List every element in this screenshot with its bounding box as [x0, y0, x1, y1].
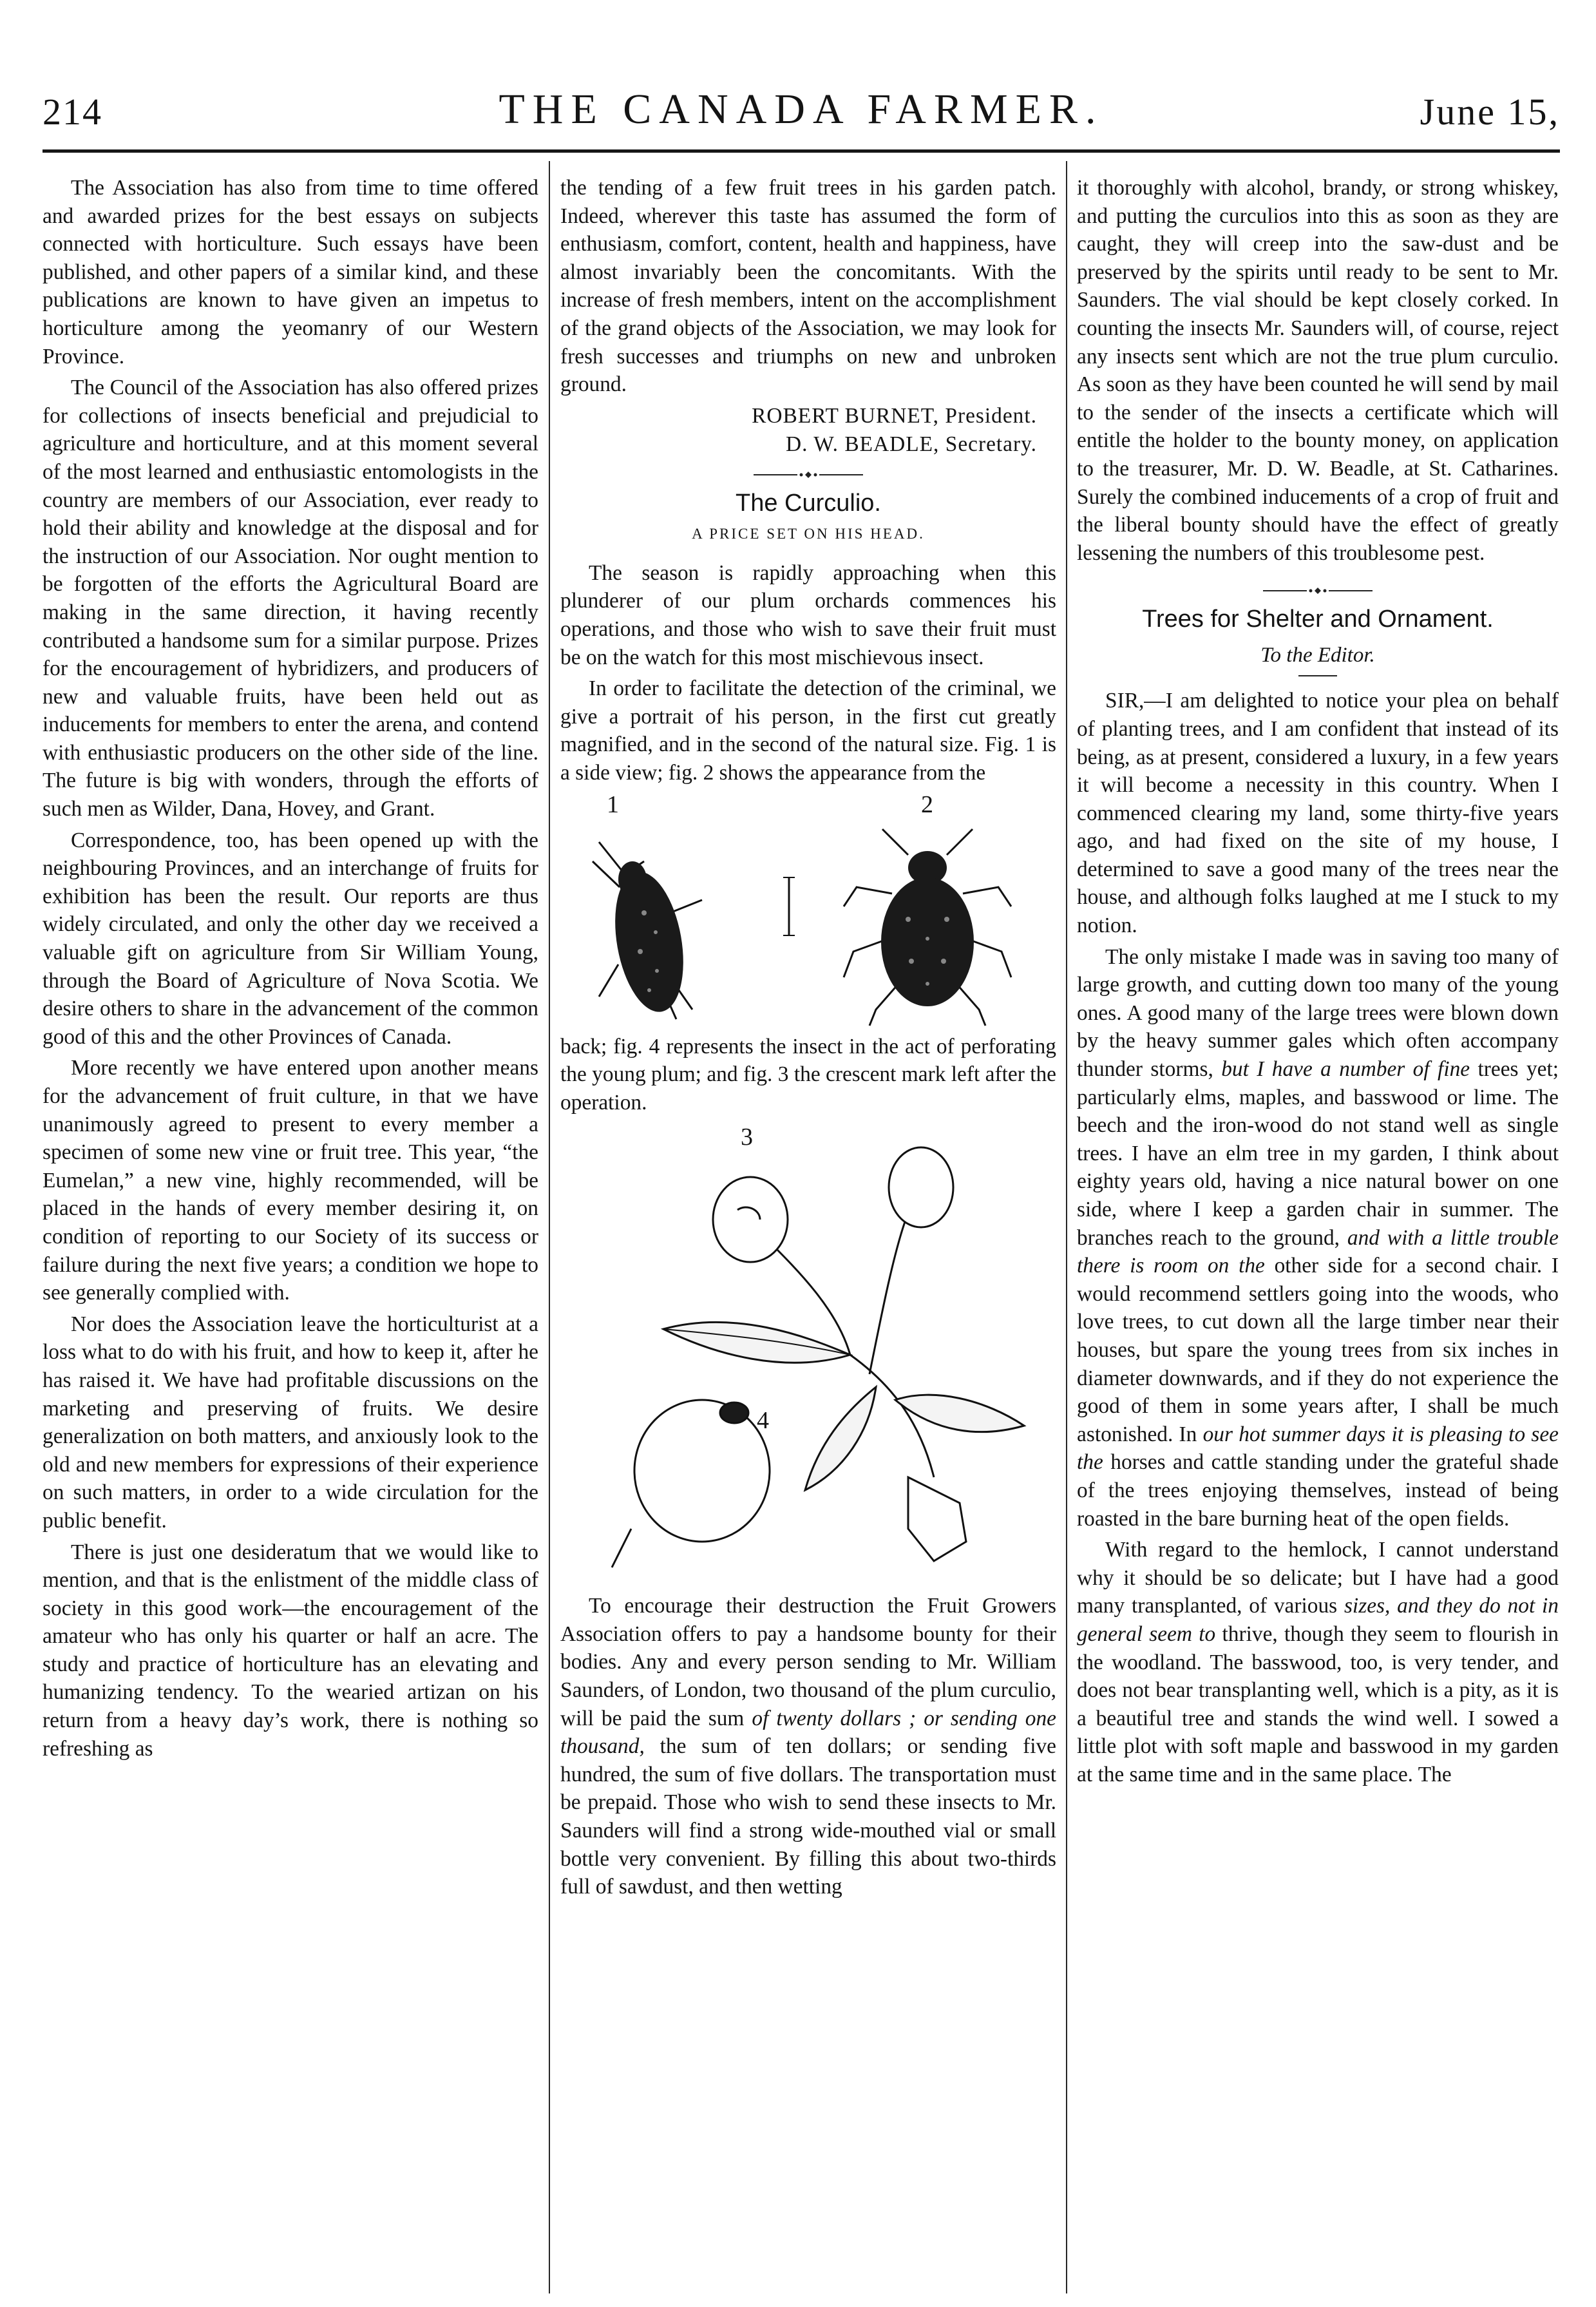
column-2 [560, 174, 1056, 2300]
paragraph: Correspondence, too, has been opened up with the neighbouring Provinces, and an interchange of fruits for exhibition has been the result. Our reports are thus widely circulated, and only the other day we received a valuable gift on agriculture from Sir William Young, through the Board of Agriculture of Nova Scotia. We desire others to share in the advancement of the common good of this and the other Provinces of Canada. [43, 828, 538, 1049]
text-run: With regard to the hemlock, I cannot understand why it should be so delicate; but I have had a good many transplanted, of various [1077, 1538, 1559, 1618]
to-the-editor: To the Editor. [1260, 644, 1375, 667]
paragraph: it thoroughly with alcohol, brandy, or strong whiskey, and putting the curculios into this as soon as they are caught, they will creep into the saw-dust and be preserved by the spirits until ready to be sent to Mr. Saunders. The vial should be kept closely corked. In counting the insects Mr. Saunders will, of course, reject any insects sent which are not the true plum curculio. As soon as they have been counted he will send by mail to the sender of the insects a certificate which will entitle the holder to the bounty money, on application to the treasurer, Mr. D. W. Beadle, at St. Catharines. Surely the combined inducements of a crop of fruit and the liberal bounty should have the effect of greatly lessening the numbers of this troublesome pest. [1077, 176, 1559, 565]
header-rule [43, 149, 1560, 153]
text-run: other side for a second chair. I would recommend settlers going into the woods, who love trees, to cut down all the large timber near their houses, but spare the young trees from six inches in diameter downwards, and if they do not experience the good of them in some years after, I shall be much astonished. In [1077, 1254, 1559, 1446]
paragraph: More recently we have entered upon another means for the advancement of fruit culture, in that we have unanimously agreed to present to every member a specimen of some new vine or fruit tree. This year, “the Eumelan,” a new vine, highly recommended, will be placed in the hands of every member desiring it, on condition of reporting to our Society of its success or failure during the next five years; a condition we hope to see generally complied with. [43, 1056, 538, 1305]
paragraph: The Council of the Association has also offered prizes for collections of insects beneficial and prejudicial to agriculture and horticulture, and at this moment several of the most learned and enthusiastic entomologists in the country are members of our Association, ever ready to hold their ability and knowledge at the disposal and for the instruction of our Association. Nor ought mention to be forgotten of the efforts the Agricultural Board are making in the same direction, it having recently contributed a handsome sum for a similar purpose. Prizes for the encouragement of hybridizers, and producers of new and valuable fruits, have been held out as inducements for members to enter the arena, and contend with enthusiastic producers on the other side of the line. The future is big with wonders, through the efforts of such men as Wilder, Dana, Hovey, and Grant. [43, 376, 538, 821]
column-rule [549, 161, 550, 2293]
natural-size-marker [779, 874, 799, 939]
ornamental-divider [1077, 586, 1559, 594]
curculio-figures-1-2 [560, 790, 1056, 1029]
page-number: 214 [43, 91, 102, 133]
article-heading: The Curculio. [736, 489, 881, 517]
figure-label: 1 [607, 790, 619, 818]
column-rule [1066, 161, 1067, 2293]
italic-run: but I have a number of fine [1221, 1057, 1470, 1082]
figure-label: 4 [757, 1407, 769, 1435]
newspaper-title: THE CANADA FARMER. [499, 86, 1104, 133]
paragraph: SIR,—I am delighted to notice your plea on behalf of planting trees, and I am confident that instead of its being, as at present, considered a luxury, in a few years it will become a necessity in this country. When I commenced clearing my land, some thirty-five years ago, and had fixed on the site of my house, I determined to save a good many of the trees near the house, and although folks laughed at me I stuck to my notion. [1077, 689, 1559, 938]
italic-run: and with a little trouble there is room on the [1077, 1225, 1559, 1278]
divider [1298, 675, 1337, 676]
paragraph: the tending of a few fruit trees in his garden patch. Indeed, wherever this taste has assumed the form of enthusiasm, comfort, content, health and happiness, have almost invariably been the concomitants. With the increase of fresh members, intent on the accomplishment of the grand objects of the Association, we may look for fresh successes and triumphs on new and unbroken ground. [560, 176, 1056, 397]
plum-branch-illustration [573, 1142, 1050, 1587]
paragraph: The Association has also from time to time offered and awarded prizes for the best essays on subjects connected with horticulture. Such essays have been published, and other papers of a similar kind, and these publications are known to have given an impetus to horticulture among the yeomanry of our Western Province. [43, 176, 538, 369]
ornamental-divider [560, 470, 1056, 478]
curculio-side-view-illustration [573, 816, 715, 1029]
signature-secretary: D. W. BEADLE, Secretary. [786, 432, 1037, 456]
article-subheading: A PRICE SET ON HIS HEAD. [692, 525, 925, 542]
curculio-back-view-illustration [831, 816, 1024, 1029]
paragraph [1077, 943, 1559, 1533]
paragraph: There is just one desideratum that we would like to mention, and that is the enlistment of the middle class of society in this good work—the encouragement of the amateur who has only his quarter or half an acre. The study and practice of horticulture has an elevating and humanizing tendency. To the wearied artizan on his return from a heavy day’s work, there is nothing so refreshing as [43, 1540, 538, 1761]
signature-president: ROBERT BURNET, President. [752, 403, 1037, 428]
italic-run: of twenty dollars ; or sending one thousand, [560, 1706, 1056, 1759]
plum-figures-3-4 [560, 1123, 1056, 1587]
text-run: horses and cattle standing under the grateful shade of the trees enjoying themselves, instead of being roasted in the bare burning heat of the open fields. [1077, 1450, 1559, 1531]
italic-run: sizes, and they do not in general seem to [1077, 1594, 1559, 1646]
paragraph [560, 1592, 1056, 1901]
text-run: The only mistake I made was in saving too many of large growth, and cutting down too many of the young ones. A good many of the large trees were blown down by the heavy summer gales which often accompany thunder storms, [1077, 944, 1559, 1082]
masthead [43, 79, 1560, 143]
figure-label: 3 [741, 1124, 753, 1151]
text-run: the sum of ten dollars; or sending five hundred, the sum of five dollars. The transportation must be prepaid. Those who wish to send these insects to Mr. Saunders will find a strong wide-mouthed vial or small bottle very convenient. By filling this about two-thirds full of sawdust, and then wetting [560, 1734, 1056, 1899]
column-3 [1077, 174, 1559, 2300]
paragraph: Nor does the Association leave the horticulturist at a loss what to do with his fruit, and how to keep it, after he has raised it. We have had profitable discussions on the marketing and preserving of fruits. We desire generalization on both matters, and anxiously look to the old and new members for expressions of their experience on such matters, in order to a wide circulation for the public benefit. [43, 1312, 538, 1533]
article-heading: Trees for Shelter and Ornament. [1142, 606, 1494, 633]
paragraph: In order to facilitate the detection of the criminal, we give a portrait of his person, in the first cut greatly magnified, and in the second of the natural size. Fig. 1 is a side view; fig. 2 shows the appearance from the [560, 676, 1056, 785]
text-run: To encourage their destruction the Fruit Growers Association offers to pay a handsome bounty for their bodies. Any and every person sending to Mr. William Saunders, of London, two thousand of the plum curculio, will be paid the sum [560, 1594, 1056, 1730]
figure-label: 2 [921, 790, 933, 818]
paragraph [1077, 1536, 1559, 1788]
italic-run: our hot summer days it is pleasing to see the [1077, 1422, 1559, 1475]
paragraph: back; fig. 4 represents the insect in the act of perforating the young plum; and fig. 3 the crescent mark left after the operation. [560, 1034, 1056, 1115]
paragraph: The season is rapidly approaching when this plunderer of our plum orchards commences his operations, and those who wish to save their fruit must be on the watch for this most mischievous insect. [560, 560, 1056, 669]
text-run: thrive, though they seem to flourish in the woodland. The basswood, too, is very tender, and does not bear transplanting well, which is a pity, as it is a beautiful tree and stands the wind well. I sowed a little plot with soft maple and basswood in my garden at the same time and in the same place. The [1077, 1622, 1559, 1786]
issue-date: June 15, [1420, 91, 1560, 133]
text-run: trees yet; particularly elms, maples, and basswood or lime. The beech and the iron-wood do not stand well as single trees. I have an elm tree in my garden, I think about eighty years old, having a nice natural bower on one side, where I keep a garden chair in summer. The branches reach to the ground, [1077, 1057, 1559, 1250]
column-1 [43, 174, 538, 2300]
